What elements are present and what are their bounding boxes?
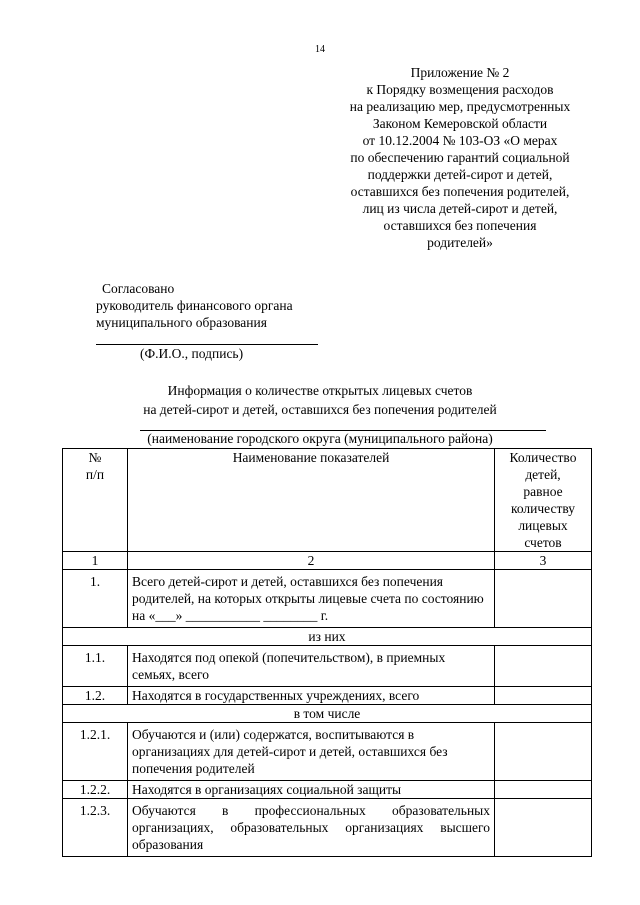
table-subheader-row (63, 628, 592, 646)
row-text: Обучаются и (или) содержатся, воспитываются в организациях для детей-сирот и детей, оставшихся без попечения родителей (128, 723, 495, 781)
row-text: Обучаются в профессиональных образовательных организациях, образовательных организациях высшего образования (128, 799, 495, 857)
appendix-line: к Порядку возмещения расходов (366, 82, 554, 97)
region-caption: (наименование городского округа (муниципального района) (147, 431, 493, 446)
table-row (63, 646, 592, 687)
signature-line (96, 344, 318, 345)
row-number: 1.2. (63, 687, 128, 705)
subheader-cell: в том числе (63, 705, 592, 723)
appendix-line: по обеспечению гарантий социальной (350, 150, 570, 165)
approval-title: Согласовано (102, 281, 175, 296)
header-number: № п/п (63, 449, 128, 552)
table-row (63, 781, 592, 799)
row-value-cell[interactable] (495, 687, 592, 705)
appendix-line: Законом Кемеровской области (372, 116, 548, 131)
page-number: 14 (315, 44, 325, 55)
row-value-cell[interactable] (495, 646, 592, 687)
approval-organization: муниципального образования (96, 315, 267, 330)
appendix-line: от 10.12.2004 № 103-ОЗ «О мерах (362, 133, 558, 148)
document-heading (0, 381, 640, 419)
row-value-cell[interactable] (495, 799, 592, 857)
appendix-line: на реализацию мер, предусмотренных (349, 99, 571, 114)
table-numbering-row (63, 552, 592, 570)
info-table (62, 448, 592, 857)
row-text: Находятся в государственных учреждениях, всего (128, 687, 495, 705)
numbering-cell: 2 (128, 552, 495, 570)
appendix-line: лиц из числа детей-сирот и детей, (362, 201, 558, 216)
row-number: 1.2.2. (63, 781, 128, 799)
table-row (63, 723, 592, 781)
numbering-cell: 1 (63, 552, 128, 570)
row-number: 1.1. (63, 646, 128, 687)
heading-line: Информация о количестве открытых лицевых счетов (167, 383, 473, 398)
table-header-row (63, 449, 592, 552)
appendix-line: поддержки детей-сирот и детей, (367, 167, 553, 182)
row-text: Находятся под опекой (попечительством), в приемных семьях, всего (128, 646, 495, 687)
row-value-cell[interactable] (495, 570, 592, 628)
appendix-block (320, 64, 600, 251)
header-indicator: Наименование показателей (128, 449, 495, 552)
header-count: Количество детей, равное количеству лицевых счетов (495, 449, 592, 552)
row-number: 1. (63, 570, 128, 628)
row-number: 1.2.1. (63, 723, 128, 781)
appendix-title: Приложение № 2 (410, 65, 510, 80)
row-value-cell[interactable] (495, 781, 592, 799)
row-text: Находятся в организациях социальной защиты (128, 781, 495, 799)
subheader-cell: из них (63, 628, 592, 646)
table-row (63, 687, 592, 705)
appendix-line: оставшихся без попечения родителей, (350, 184, 570, 199)
signature-caption: (Ф.И.О., подпись) (140, 346, 244, 361)
table-row (63, 799, 592, 857)
table-subheader-row (63, 705, 592, 723)
table-row (63, 570, 592, 628)
numbering-cell: 3 (495, 552, 592, 570)
appendix-line: родителей» (427, 235, 493, 250)
appendix-line: оставшихся без попечения (383, 218, 537, 233)
heading-line: на детей-сирот и детей, оставшихся без попечения родителей (143, 402, 497, 417)
row-number: 1.2.3. (63, 799, 128, 857)
row-text: Всего детей-сирот и детей, оставшихся без попечения родителей, на которых открыты лицевые счета по состоянию на «___» ___________ ________ г. (128, 570, 495, 628)
approval-position: руководитель финансового органа (96, 298, 293, 313)
approval-block (96, 280, 356, 331)
row-value-cell[interactable] (495, 723, 592, 781)
